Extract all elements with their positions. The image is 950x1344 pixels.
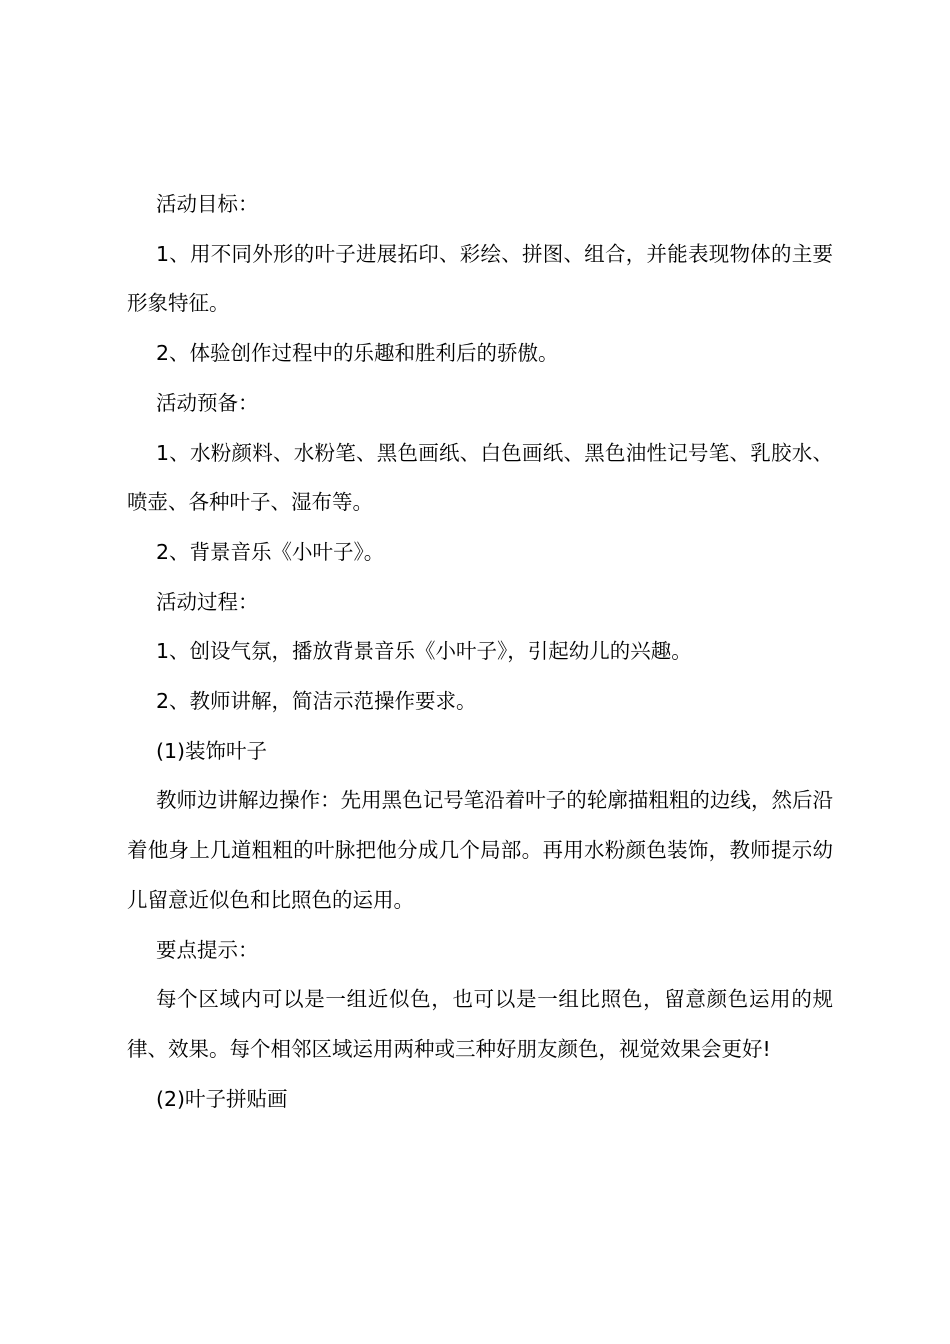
subheading-leaf-collage: (2)叶子拼贴画 [156, 1086, 288, 1111]
teacher-demo-paragraph: 教师边讲解边操作：先用黑色记号笔沿着叶子的轮廓描粗粗的边线，然后沿着他身上几道粗粗的叶脉把他分成几个局部。再用水粉颜色装饰，教师提示幼儿留意近似色和比照色的运用。 [127, 788, 833, 912]
goal-item-1: 1、用不同外形的叶子进展拓印、彩绘、拼图、组合，并能表现物体的主要形象特征。 [127, 241, 833, 316]
process-step-2: 2、教师讲解，简洁示范操作要求。 [156, 689, 477, 714]
process-step-1: 1、创设气氛，播放背景音乐《小叶子》，引起幼儿的兴趣。 [156, 639, 692, 664]
heading-key-tips: 要点提示： [156, 937, 259, 962]
heading-activity-goals: 活动目标： [156, 192, 259, 216]
document-body [127, 180, 833, 1124]
heading-activity-preparation: 活动预备： [156, 390, 259, 415]
preparation-item-2: 2、背景音乐《小叶子》。 [156, 539, 385, 564]
preparation-item-1: 1、水粉颜料、水粉笔、黑色画纸、白色画纸、黑色油性记号笔、乳胶水、喷壶、各种叶子、湿布等。 [127, 440, 833, 515]
key-tips-paragraph: 每个区域内可以是一组近似色，也可以是一组比照色，留意颜色运用的规律、效果。每个相邻区域运用两种或三种好朋友颜色，视觉效果会更好! [127, 987, 833, 1061]
heading-activity-process: 活动过程： [156, 589, 259, 614]
subheading-decorate-leaves: (1)装饰叶子 [156, 738, 268, 763]
goal-item-2: 2、体验创作过程中的乐趣和胜利后的骄傲。 [156, 341, 559, 366]
